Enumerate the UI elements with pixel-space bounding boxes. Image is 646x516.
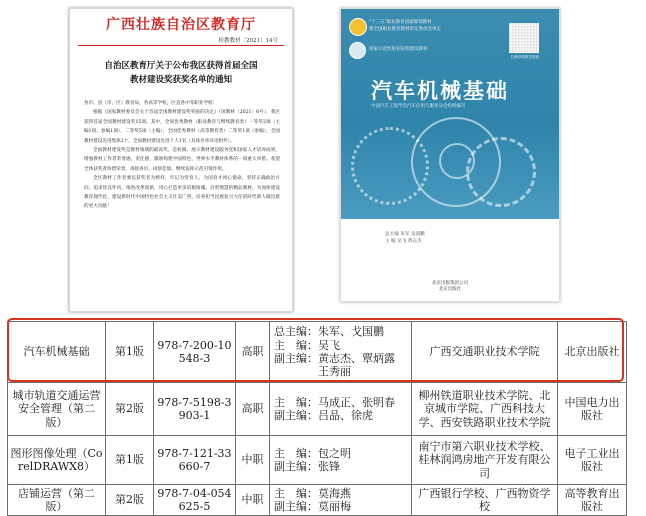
editor-line: 副主编：黄志杰、覃炳露 [274,352,395,365]
cover-credits-line-2: 主 编 吴飞 黄志杰 [385,239,422,244]
cover-series-line-2: 新全国职业教育教材审定委员会审定 [369,26,441,32]
book-title-cell: 城市轨道交通运营安全管理（第二版） [8,383,106,436]
isbn-cell: 978-7-04-054625-5 [154,485,236,516]
editors-cell [270,322,412,383]
table-row [8,383,627,436]
isbn-cell: 978-7-5198-3903-1 [154,383,236,436]
notice-header: 广西壮族自治区教育厅 [106,17,256,33]
book-cover [340,8,560,302]
publisher-cell: 高等教育出版社 [558,485,627,516]
publisher-cell: 北京出版社 [558,322,627,383]
cover-publisher-name: 北京出版社 [438,287,462,292]
notice-paragraph: 全国教材建设奖是教材领域的最高奖，是检阅、展示教材建设服务党和国家人才培养成果，增强教材工作者荣誉感、责任感，激励构建中国特色、世界水平教材体系的一项重大举措。希望全体获奖者珍惜荣誉，再接再厉、再创佳绩，继续发挥示范引领作用。 [84,148,280,172]
table-row [8,485,627,516]
qr-caption: 扫码获取教学资源 [511,55,539,59]
school-cell: 南宁市第六职业技术学校、桂林润鸿房地产开发有限公司 [412,436,558,485]
planning-badge-icon [349,18,367,36]
cover-publisher-group: 北京出版集团公司 [432,281,468,286]
editor-line: 副主编：张锋 [274,460,340,473]
award-table [7,321,627,516]
editor-line: 王秀丽 [318,365,351,379]
publisher-cell: 电子工业出版社 [558,436,627,485]
notice-paragraph: 根据《国家教材委员会关于首届全国教材建设奖奖励的决定》（国教材〔2021〕6号），我区获得首届全国教材建设奖15项。其中，全国优秀教材（职业教育与继续教育类）一等奖2项（主编1项、参编1项），二等奖5项（主编），全国优秀教材（高等教育类）二等奖1项（参编），全国教材建设先进集体2个，全国教材建设先进个人1名（具体名单详见附件）。 [84,110,280,144]
editor-line: 主 编：莫海燕 [274,486,351,500]
notice-body [84,99,280,212]
level-cell: 中职 [236,436,270,485]
level-cell: 中职 [236,485,270,516]
school-cell: 广西交通职业技术学院 [412,322,558,383]
book-title-cell: 图形图像处理（CorelDRAWX8） [8,436,106,485]
cover-credits-line-1: 总主编 朱军 戈国鹏 [385,232,425,237]
editors-cell [270,485,412,516]
publisher-cell: 中国电力出版社 [558,383,627,436]
school-cell: 柳州铁道职业技术学院、北京城市学院、广西科技大学、西安铁路职业技术学院 [412,383,558,436]
school-emblem-icon [349,42,366,59]
book-title-cell: 汽车机械基础 [8,322,106,383]
cover-series-line-1: "十三五"职业教育国家规划教材 [369,20,432,25]
editor-line: 总主编：朱军、戈国鹏 [274,325,384,339]
level-cell: 高职 [236,322,270,383]
editor-line: 主 编：包之明 [274,446,351,460]
edition-cell: 第1版 [106,322,154,383]
gear-icon [439,143,475,179]
cover-credits [385,231,425,245]
cover-book-title: 汽车机械基础 [371,79,509,103]
editors-cell [270,436,412,485]
notice-title-line-1: 自治区教育厅关于公布我区获得首届全国 [104,61,258,71]
notice-title-line-2: 教材建设奖获奖名单的通知 [129,75,232,85]
gear-icon [466,137,536,207]
level-cell: 高职 [236,383,270,436]
notice-title [84,59,278,87]
cover-series [369,20,509,33]
editor-line: 副主编：莫丽梅 [274,500,351,513]
edition-cell: 第1版 [106,436,154,485]
notice-paragraph: 全区教材工作者要以获奖者为榜样，牢记为党育人、为国育才初心使命，坚持正确政治方向，追求优良作风，推进改革创新，用心打造更多培根铸魂、启智增慧的精品教材，为加快建设教育现代化，建设新时代中国特色社会主义壮美广西，培养担当民族复兴大任的时代新人做出新的更大贡献！ [84,176,280,210]
notice-red-rule [78,45,284,46]
book-title-cell: 店铺运营（第二版） [8,485,106,516]
notice-doc-number: 桂教教材〔2021〕14号 [218,38,278,44]
cover-blue-panel [341,9,559,219]
qr-code-icon [509,23,539,53]
edition-cell: 第2版 [106,485,154,516]
isbn-cell: 978-7-200-10548-3 [154,322,236,383]
cover-program-line: 国家示范性职业院校建设教材 [369,47,428,52]
editor-line: 副主编：吕品、徐虎 [274,409,373,422]
table-row [8,436,627,485]
notice-paragraph-salutation: 各市、县（市、区）教育局，各高等学校，区直各中等职业学校： [84,101,218,106]
editor-line: 主 编：马成正、张明春 [274,395,395,409]
cover-publisher [341,281,559,293]
editor-line: 主 编：吴飞 [274,338,340,352]
edition-cell: 第2版 [106,383,154,436]
school-cell: 广西银行学校、广西物资学校 [412,485,558,516]
notice-document [69,8,293,312]
editors-cell [270,383,412,436]
cover-book-subtitle: 中国汽车工程学会汽车应用与服务分会组织编写 [371,104,466,109]
isbn-cell: 978-7-121-33660-7 [154,436,236,485]
table-row [8,322,627,383]
